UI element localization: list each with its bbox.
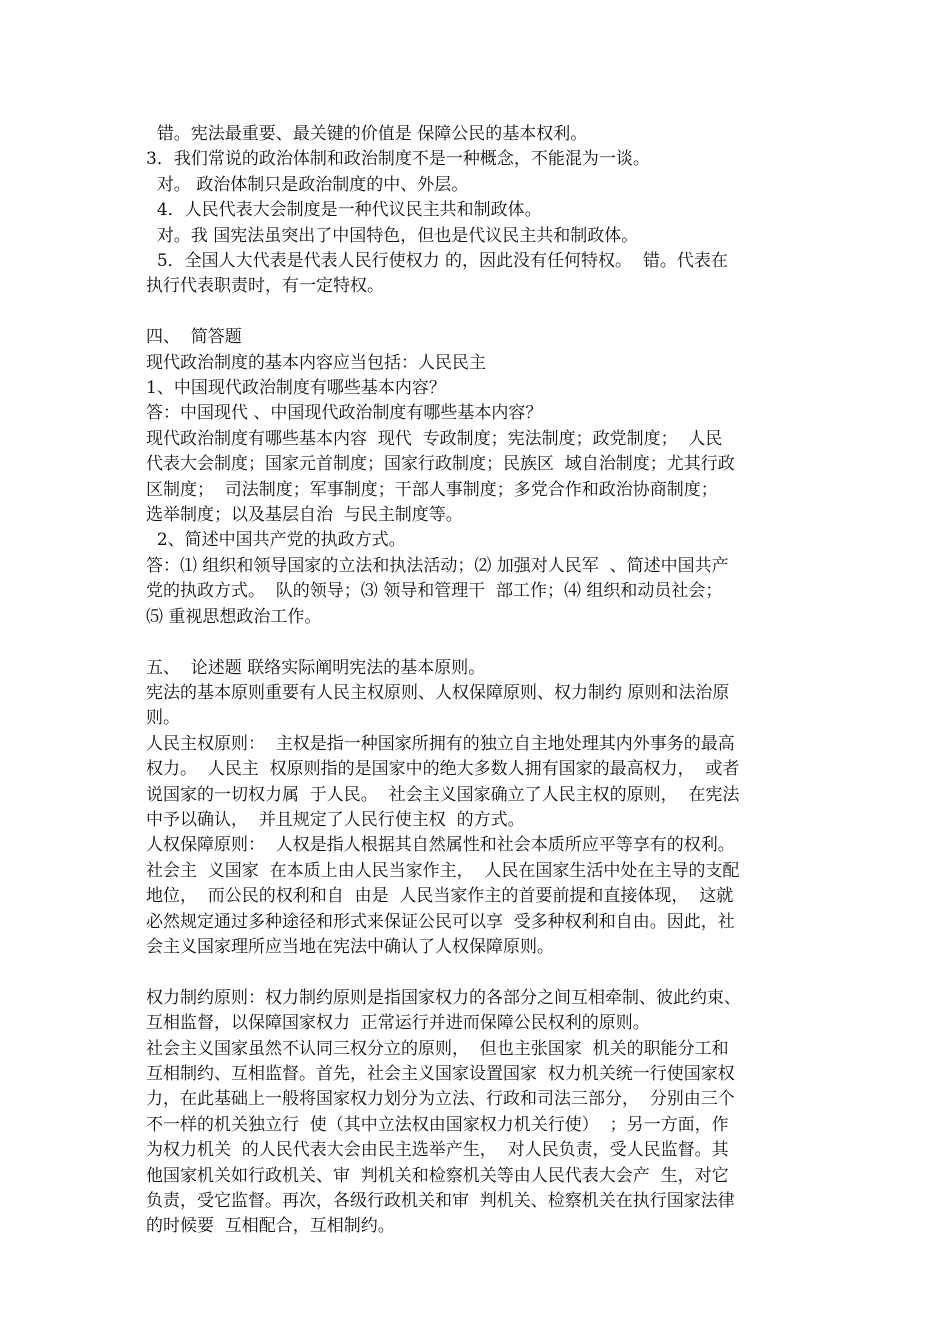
blank-line xyxy=(146,300,816,325)
text-line: 2、简述中国共产党的执政方式。 xyxy=(146,530,406,551)
text-line: 现代政治制度的基本内容应当包括：人民民主 xyxy=(146,352,486,373)
text-line: 执行代表职责时，有一定特权。 xyxy=(146,276,384,297)
text-line: 3．我们常说的政治体制和政治制度不是一种概念，不能混为一谈。 xyxy=(146,149,650,170)
text-line: 五、 论述题 联络实际阐明宪法的基本原则。 xyxy=(146,657,486,678)
text-line: 代表大会制度；国家元首制度；国家行政制度；民族区 域自治制度；尤其行政 xyxy=(146,454,735,475)
text-line: 党的执政方式。 队的领导；⑶ 领导和管理干 部工作；⑷ 组织和动员社会； xyxy=(146,581,723,602)
text-line: 为权力机关 的人民代表大会由民主选举产生， 对人民负责，受人民监督。其 xyxy=(146,1140,729,1161)
text-line: 社会主 义国家 在本质上由人民当家作主， 人民在国家生活中处在主导的支配 xyxy=(146,860,740,881)
text-line: 互相监督，以保障国家权力 正常运行并进而保障公民权利的原则。 xyxy=(146,1013,650,1034)
text-line: 错。宪法最重要、最关键的价值是 保障公民的基本权利。 xyxy=(146,124,588,144)
text-line: 人民主权原则： 主权是指一种国家所拥有的独立自主地处理其内外事务的最高 xyxy=(146,733,735,754)
text-line: 现代政治制度有哪些基本内容 现代 专政制度；宪法制度；政党制度； 人民 xyxy=(146,428,723,449)
text-line: 人权保障原则： 人权是指人根据其自然属性和社会本质所应平等享有的权利。 xyxy=(146,835,735,856)
text-line: 区制度； 司法制度；军事制度；干部人事制度；多党合作和政治协商制度； xyxy=(146,479,718,500)
text-line: 4．人民代表大会制度是一种代议民主共和制政体。 xyxy=(146,200,542,221)
text-line: 他国家机关如行政机关、审 判机关和检察机关等由人民代表大会产 生，对它 xyxy=(146,1165,729,1186)
text-line: 权力。 人民主 权原则指的是国家中的绝大多数人拥有国家的最高权力， 或者 xyxy=(146,759,740,780)
text-line: 说国家的一切权力属 于人民。 社会主义国家确立了人民主权的原则， 在宪法 xyxy=(146,784,740,805)
text-line: 答：⑴ 组织和领导国家的立法和执法活动；⑵ 加强对人民军 、简述中国共产 xyxy=(146,555,729,576)
text-line: 选举制度；以及基层自治 与民主制度等。 xyxy=(146,505,463,526)
text-line: 互相制约、互相监督。首先，社会主义国家设置国家 权力机关统一行使国家权 xyxy=(146,1063,735,1084)
text-line: 的时候要 互相配合，互相制约。 xyxy=(146,1216,395,1237)
text-line: 5．全国人大代表是代表人民行使权力 的，因此没有任何特权。 错。代表在 xyxy=(146,251,728,272)
text-line: 力，在此基础上一般将国家权力划分为立法、行政和司法三部分， 分别由三个 xyxy=(146,1089,735,1110)
text-line: 则。 xyxy=(146,708,180,729)
text-line: ⑸ 重视思想政治工作。 xyxy=(146,606,322,627)
text-line: 不一样的机关独立行 使（其中立法权由国家权力机关行使） ；另一方面，作 xyxy=(146,1114,729,1135)
text-line: 答：中国现代 、中国现代政治制度有哪些基本内容？ xyxy=(146,403,543,424)
text-line: 会主义国家理所应当地在宪法中确认了人权保障原则。 xyxy=(146,936,554,957)
document-body xyxy=(146,122,816,1240)
text-line: 对。 政治体制只是政治制度的中、外层。 xyxy=(146,174,469,195)
blank-line xyxy=(146,960,816,985)
blank-line xyxy=(146,630,816,655)
text-line: 1、中国现代政治制度有哪些基本内容？ xyxy=(146,378,446,399)
text-line: 必然规定通过多种途径和形式来保证公民可以享 受多种权利和自由。因此，社 xyxy=(146,911,735,932)
text-line: 地位， 而公民的权利和自 由是 人民当家作主的首要前提和直接体现， 这就 xyxy=(146,886,734,907)
text-line: 对。我 国宪法虽突出了中国特色，但也是代议民主共和制政体。 xyxy=(146,225,639,246)
text-line: 四、 简答题 xyxy=(146,327,242,348)
text-line: 社会主义国家虽然不认同三权分立的原则， 但也主张国家 机关的职能分工和 xyxy=(146,1038,729,1059)
text-line: 权力制约原则：权力制约原则是指国家权力的各部分之间互相牵制、彼此约束、 xyxy=(146,987,741,1008)
text-line: 宪法的基本原则重要有人民主权原则、人权保障原则、权力制约 原则和法治原 xyxy=(146,682,730,703)
text-line: 负责，受它监督。再次，各级行政机关和审 判机关、检察机关在执行国家法律 xyxy=(146,1191,735,1212)
text-line: 中予以确认， 并且规定了人民行使主权 的方式。 xyxy=(146,809,525,830)
